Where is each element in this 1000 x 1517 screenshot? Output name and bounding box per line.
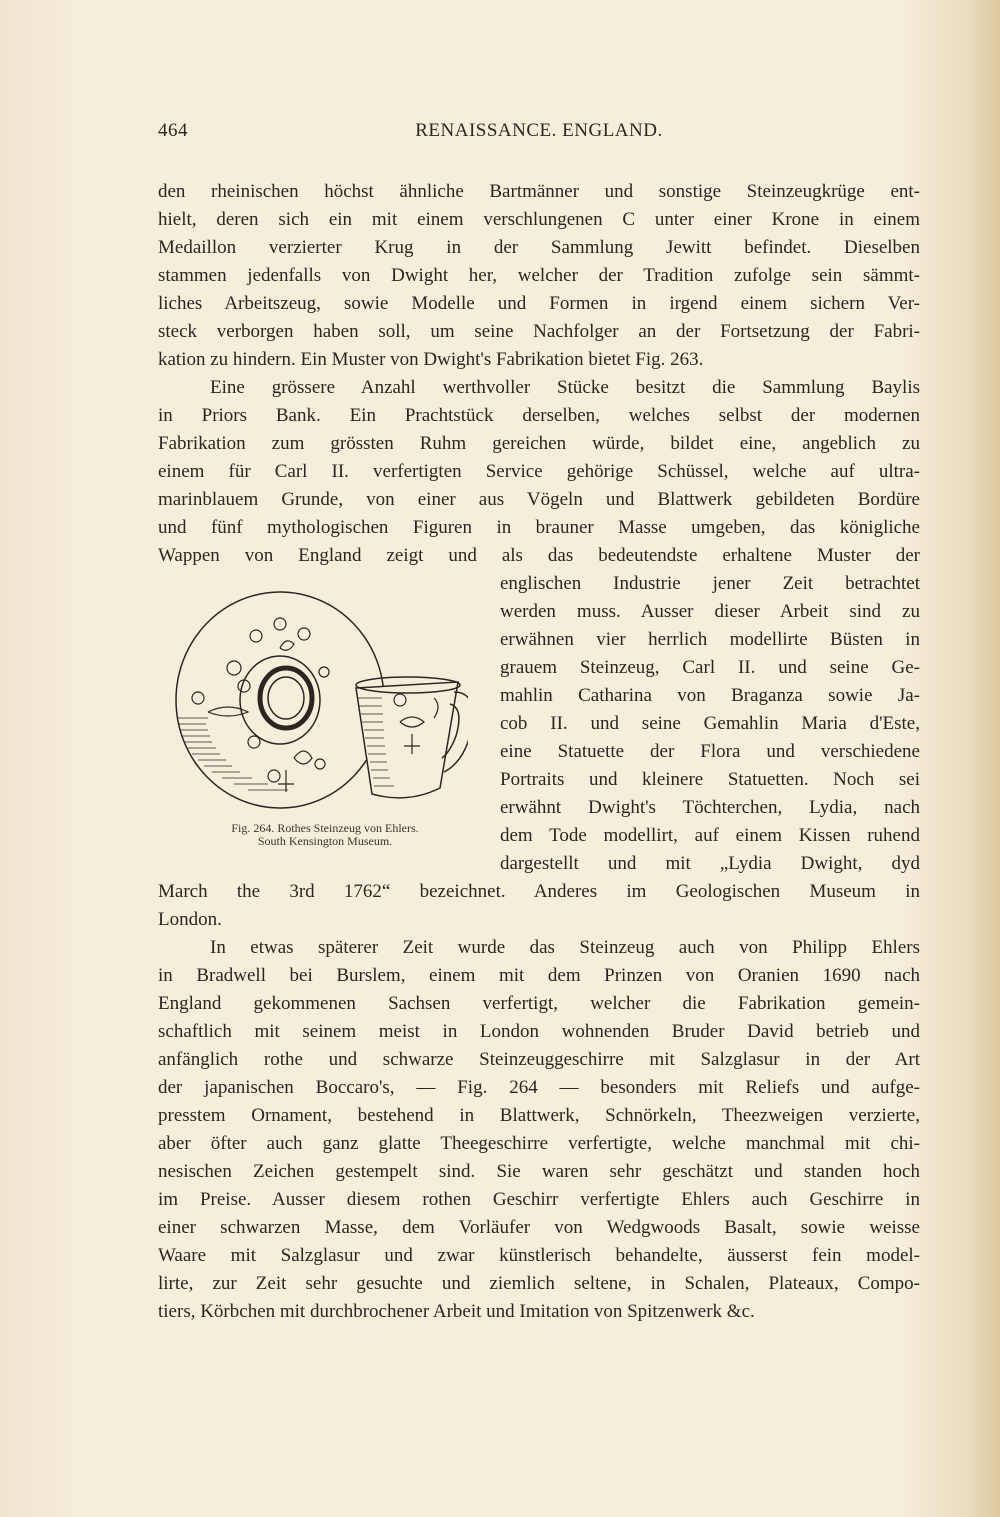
text-line: einer schwarzen Masse, dem Vorläufer von Wedgwoods Basalt, sowie weisse (158, 1217, 920, 1238)
text-line: Fabrikation zum grössten Ruhm gereichen würde, bildet eine, angeblich zu (158, 433, 920, 454)
text-line: Wappen von England zeigt und als das bedeutendste erhaltene Muster der (158, 545, 920, 566)
text-line: tiers, Körbchen mit durchbrochener Arbeit und Imitation von Spitzenwerk &c. (158, 1301, 755, 1322)
text-line: Medaillon verzierter Krug in der Sammlung Jewitt befindet. Dieselben (158, 237, 920, 258)
text-line: einem für Carl II. verfertigten Service gehörige Schüssel, welche auf ultra- (158, 461, 920, 482)
text-line: dem Tode modellirt, auf einem Kissen ruhend (500, 825, 920, 846)
text-line: der japanischen Boccaro's, — Fig. 264 — besonders mit Reliefs und aufge- (158, 1077, 920, 1098)
text-line: in Priors Bank. Ein Prachtstück derselben, welches selbst der modernen (158, 405, 920, 426)
text-line: cob II. und seine Gemahlin Maria d'Este, (500, 713, 920, 734)
text-line: London. (158, 909, 222, 930)
text-line: hielt, deren sich ein mit einem verschlungenen C unter einer Krone in einem (158, 209, 920, 230)
text-line: anfänglich rothe und schwarze Steinzeuggeschirre mit Salzglasur in der Art (158, 1049, 920, 1070)
text-line: erwähnen vier herrlich modellirte Büsten in (500, 629, 920, 650)
text-line: grauem Steinzeug, Carl II. und seine Ge- (500, 657, 920, 678)
page-number: 464 (158, 120, 188, 141)
text-line: March the 3rd 1762“ bezeichnet. Anderes im Geologischen Museum in (158, 881, 920, 902)
text-line: marinblauem Grunde, von einer aus Vögeln und Blattwerk gebildeten Bordüre (158, 489, 920, 510)
text-line: England gekommenen Sachsen verfertigt, welcher die Fabrikation gemein- (158, 993, 920, 1014)
text-line: lirte, zur Zeit sehr gesuchte und ziemlich seltene, in Schalen, Plateaux, Compo- (158, 1273, 920, 1294)
text-line: liches Arbeitszeug, sowie Modelle und Formen in irgend einem sichern Ver- (158, 293, 920, 314)
figure-264-illustration (168, 588, 468, 858)
text-line: steck verborgen haben soll, um seine Nachfolger an der Fortsetzung der Fabri- (158, 321, 920, 342)
text-line: presstem Ornament, bestehend in Blattwerk, Schnörkeln, Theezweigen verzierte, (158, 1105, 920, 1126)
text-line: und fünf mythologischen Figuren in brauner Masse umgeben, das königliche (158, 517, 920, 538)
text-line: werden muss. Ausser dieser Arbeit sind zu (500, 601, 920, 622)
text-line: Waare mit Salzglasur und zwar künstlerisch behandelte, äusserst fein model- (158, 1245, 920, 1266)
figure-caption (175, 822, 475, 848)
text-line: im Preise. Ausser diesem rothen Geschirr verfertigte Ehlers auch Geschirre in (158, 1189, 920, 1210)
page-header (158, 120, 920, 146)
text-line: schaftlich mit seinem meist in London wohnenden Bruder David betrieb und (158, 1021, 920, 1042)
text-line: in Bradwell bei Burslem, einem mit dem Prinzen von Oranien 1690 nach (158, 965, 920, 986)
text-line: englischen Industrie jener Zeit betrachtet (500, 573, 920, 594)
running-head: RENAISSANCE. ENGLAND. (415, 120, 663, 141)
text-line: Portraits und kleinere Statuetten. Noch sei (500, 769, 920, 790)
text-line: erwähnt Dwight's Töchterchen, Lydia, nach (500, 797, 920, 818)
text-line: kation zu hindern. Ein Muster von Dwight's Fabrikation bietet Fig. 263. (158, 349, 704, 370)
text-line: stammen jedenfalls von Dwight her, welcher der Tradition zufolge sein sämmt- (158, 265, 920, 286)
text-line: aber öfter auch ganz glatte Theegeschirre verfertigte, welche manchmal mit chi- (158, 1133, 920, 1154)
text-line: dargestellt und mit „Lydia Dwight, dyd (500, 853, 920, 874)
caption-line: South Kensington Museum. (257, 834, 393, 848)
text-line: In etwas späterer Zeit wurde das Steinzeug auch von Philipp Ehlers (210, 937, 920, 958)
text-line: nesischen Zeichen gestempelt sind. Sie waren sehr geschätzt und standen hoch (158, 1161, 920, 1182)
text-line: den rheinischen höchst ähnliche Bartmänner und sonstige Steinzeugkrüge ent- (158, 181, 920, 202)
caption-line: Fig. 264. Rothes Steinzeug von Ehlers. (231, 821, 419, 835)
text-line: eine Statuette der Flora und verschiedene (500, 741, 920, 762)
text-line: Eine grössere Anzahl werthvoller Stücke besitzt die Sammlung Baylis (210, 377, 920, 398)
text-line: mahlin Catharina von Braganza sowie Ja- (500, 685, 920, 706)
